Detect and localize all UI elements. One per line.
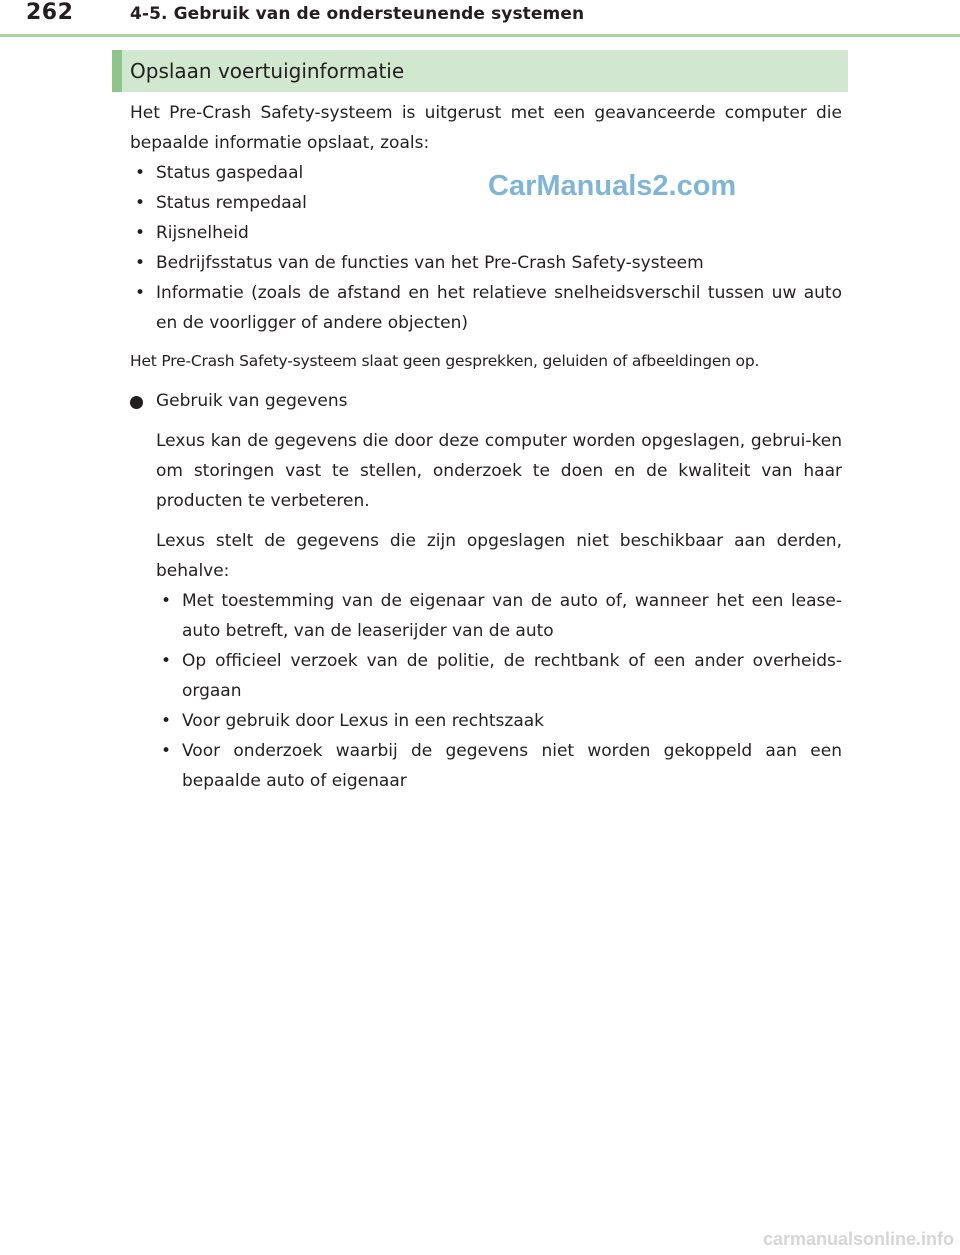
section-header-accent (112, 50, 122, 92)
subsection-body (156, 426, 842, 796)
note-paragraph: Het Pre-Crash Safety-systeem slaat geen gesprekken, geluiden of afbeeldingen op. (130, 352, 760, 370)
bullet-icon: • (135, 283, 146, 303)
bullet-icon: • (135, 163, 146, 183)
exceptions-list (156, 586, 842, 796)
list-item: • Status rempedaal (130, 188, 842, 218)
list-item: • Rijsnelheid (130, 218, 842, 248)
header-rule (0, 34, 960, 37)
list-item: • Status gaspedaal (130, 158, 842, 188)
bullet-icon: • (161, 651, 172, 671)
subsection-title: Gebruik van gegevens (156, 391, 348, 411)
page-number: 262 (26, 0, 74, 25)
list-item: • Informatie (zoals de afstand en het relatieve snelheidsverschil tussen uw auto en de voorligger of andere objecten) (130, 278, 842, 338)
intro-paragraph: Het Pre-Crash Safety-systeem is uitgerust met een geavanceerde computer die bepaalde informatie opslaat, zoals: (130, 103, 842, 153)
bullet-icon: • (161, 591, 172, 611)
section-title: Opslaan voertuiginformatie (130, 59, 405, 83)
list-item: • Voor gebruik door Lexus in een rechtszaak (156, 706, 842, 736)
list-item: • Op officieel verzoek van de politie, de rechtbank of een ander overheids-orgaan (156, 646, 842, 706)
chapter-title: 4-5. Gebruik van de ondersteunende systemen (130, 4, 585, 24)
bullet-icon: • (135, 193, 146, 213)
subsection-data-usage (130, 386, 842, 796)
list-item: • Met toestemming van de eigenaar van de auto of, wanneer het een lease-auto betreft, van de leaserijder van de auto (156, 586, 842, 646)
main-content (130, 98, 842, 796)
bullet-icon: • (161, 711, 172, 731)
bullet-icon: • (135, 223, 146, 243)
section-header (112, 50, 848, 92)
stored-info-list (130, 158, 842, 338)
usage-paragraph-2: Lexus stelt de gegevens die zijn opgeslagen niet beschikbaar aan derden, behalve: (156, 531, 842, 581)
usage-paragraph-1: Lexus kan de gegevens die door deze computer worden opgeslagen, gebrui-ken om storingen vast te stellen, onderzoek te doen en de kwaliteit van haar producten te verbeteren. (156, 431, 842, 511)
watermark-carmanualsonline: carmanualsonline.info (762, 1229, 954, 1249)
list-item: • Bedrijfsstatus van de functies van het Pre-Crash Safety-systeem (130, 248, 842, 278)
watermark-carmanuals2: CarManuals2.com (488, 170, 737, 202)
round-bullet-icon (130, 396, 143, 409)
list-item: • Voor onderzoek waarbij de gegevens niet worden gekoppeld aan een bepaalde auto of eigenaar (156, 736, 842, 796)
bullet-icon: • (161, 741, 172, 761)
bullet-icon: • (135, 253, 146, 273)
